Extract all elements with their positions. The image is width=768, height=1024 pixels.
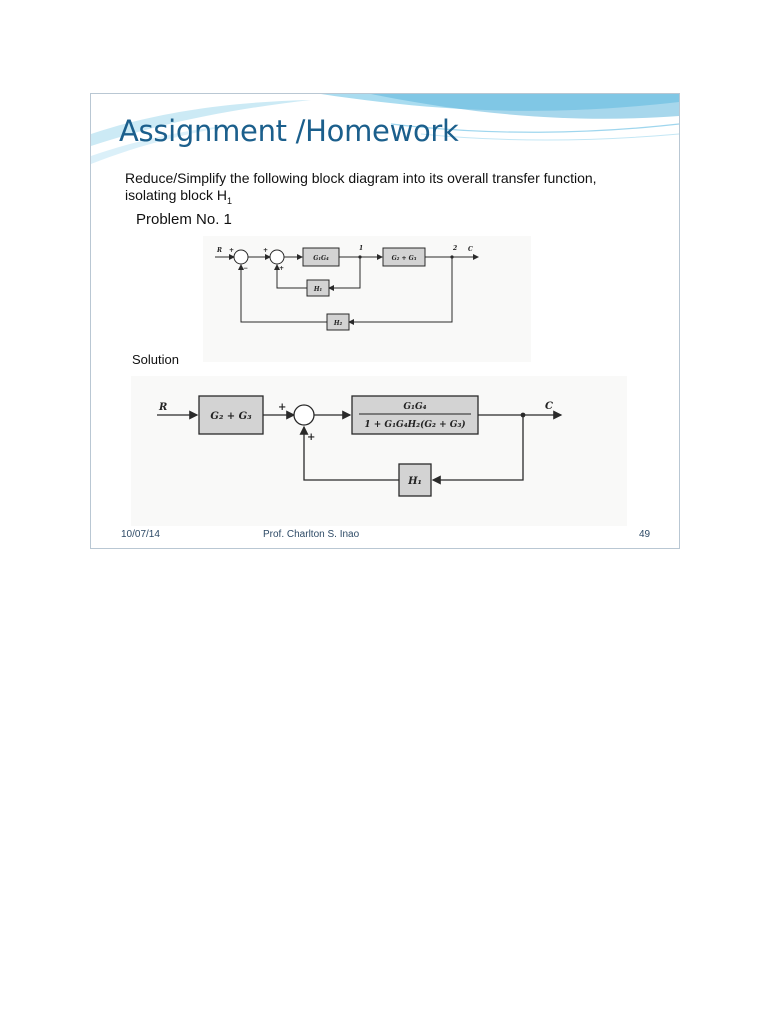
slide: [90, 93, 680, 549]
forward-denominator: 1 + G₁G₄H₂(G₂ + G₃): [364, 420, 466, 430]
block-h1-label: H₁: [313, 286, 323, 293]
slide-title: Assignment /Homework: [119, 114, 459, 148]
instruction-line-2: [125, 187, 665, 210]
summing-junction-2: [270, 250, 284, 264]
instruction-line-2-text: isolating block H: [125, 187, 227, 203]
solution-block-h1-label: H₁: [408, 476, 422, 487]
problem-label: Problem No. 1: [136, 211, 232, 228]
solution-label: Solution: [132, 352, 179, 367]
footer-date: 10/07/14: [121, 529, 160, 540]
wire-h1-sum: [304, 427, 399, 480]
s1-minus-sign: −: [243, 265, 249, 272]
node-1-label: 1: [359, 245, 364, 252]
problem-output-label: C: [468, 246, 473, 253]
block-g1g4-label: G₁G₄: [313, 255, 329, 262]
solution-plus-bottom-sign: +: [307, 432, 316, 443]
wire-h2-loop: [349, 257, 452, 322]
instruction-text: [125, 170, 665, 210]
block-g2g3-label: G₂ + G₃: [391, 255, 417, 262]
solution-summing-junction: [294, 405, 314, 425]
problem-diagram: [203, 236, 531, 362]
s1-plus-sign: +: [229, 247, 235, 254]
summing-junction-1: [234, 250, 248, 264]
block-h2-label: H₂: [333, 320, 343, 327]
solution-diagram: [131, 376, 627, 526]
solution-input-label: R: [159, 402, 168, 413]
node-2-label: 2: [453, 245, 458, 252]
solution-block-g2g3-label: G₂ + G₃: [210, 411, 252, 422]
footer-page-number: 49: [639, 529, 651, 540]
footer-author: Prof. Charlton S. Inao: [263, 529, 360, 540]
problem-input-label: R: [217, 247, 222, 254]
instruction-line-1: Reduce/Simplify the following block diagram into its overall transfer function,: [125, 170, 597, 186]
solution-plus-top-sign: +: [278, 402, 287, 413]
s2-plus-top-sign: +: [263, 247, 269, 254]
forward-numerator: G₁G₄: [403, 402, 427, 412]
solution-output-label: C: [545, 401, 553, 412]
s2-plus-bottom-sign: +: [279, 265, 285, 272]
instruction-subscript: 1: [226, 195, 232, 206]
